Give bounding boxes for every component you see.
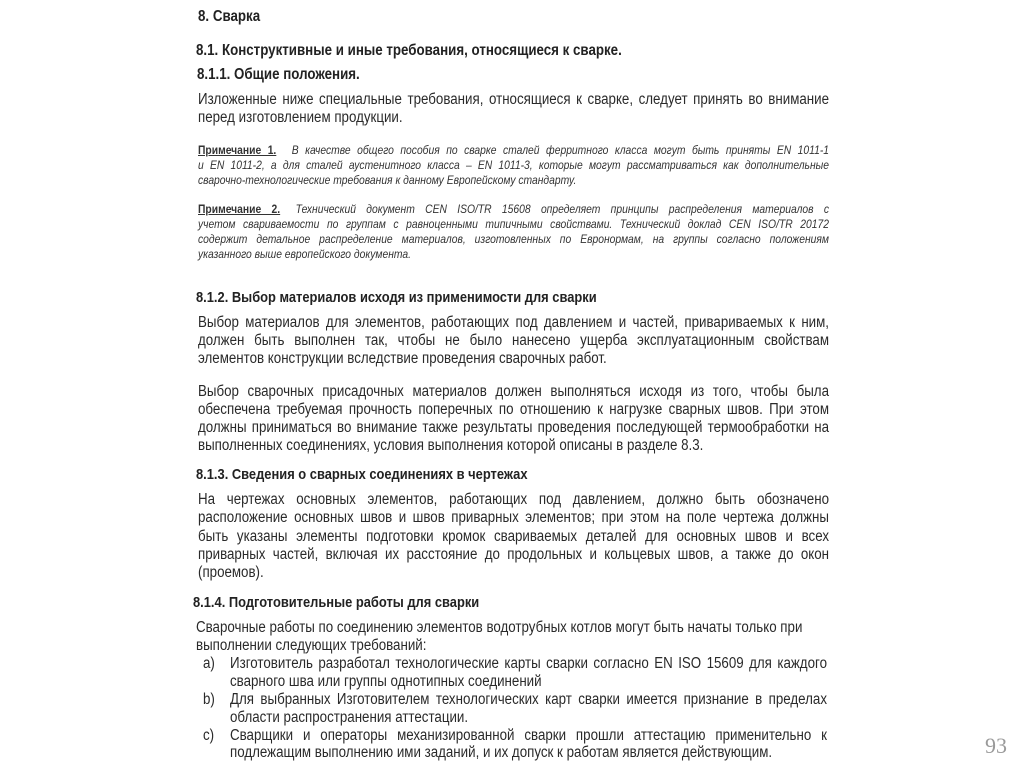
note-text: В качестве общего пособия по сварке сталей ферритного класса могут быть приняты EN 1011-1 — [291, 143, 829, 157]
list-item-line: сварного шва или группы однотипных соединений — [230, 673, 542, 690]
paragraph-line: выполненных соединениях, условия выполнения которой описаны в разделе 8.3. — [198, 437, 704, 454]
section-heading: 8.1.4. Подготовительные работы для сварки — [193, 594, 480, 611]
list-marker: a) — [203, 655, 215, 672]
paragraph-line: приварных частей, включая их расстояние до продольных и кольцевых швов, а также до окон — [198, 546, 829, 563]
note-line: учетом свариваемости по группам с равноценными типичными свойствами. Технический доклад CEN ISO/TR 20172 — [198, 217, 829, 231]
paragraph-line: должны приниматься во внимание также результаты проведения последующей термообработки на — [198, 419, 829, 436]
note-line — [198, 202, 829, 217]
paragraph-line: расположение основных швов и швов приварных элементов; при этом на поле чертежа должны — [198, 509, 829, 526]
paragraph-line: обеспечена требуемая прочность поперечных по отношению к нагрузке сварных швов. При этом — [198, 401, 829, 418]
note-line: и EN 1011-2, а для сталей аустенитного класса – EN 1011-3, которые могут рассматриваться как дополнительные — [198, 158, 829, 172]
list-item-line: подлежащим выполнению ими заданий, и их допуск к работам является действующим. — [230, 744, 773, 761]
paragraph-line: элементов конструкции вследствие проведения сварочных работ. — [198, 350, 607, 367]
paragraph-line: Выбор сварочных присадочных материалов должен выполняться исходя из того, чтобы была — [198, 383, 829, 400]
list-marker: b) — [203, 691, 215, 708]
list-item-line: Для выбранных Изготовителем технологических карт сварки имеется признание в пределах — [230, 691, 827, 708]
list-item-line: области распространения аттестации. — [230, 709, 469, 726]
paragraph-line: выполнении следующих требований: — [196, 637, 427, 654]
note-text: Технический документ CEN ISO/TR 15608 определяет принципы распределения материалов с — [295, 202, 829, 216]
page-number: 93 — [985, 733, 1007, 758]
paragraph-line: Сварочные работы по соединению элементов водотрубных котлов могут быть начаты только при — [196, 619, 803, 636]
paragraph-line: Выбор материалов для элементов, работающих под давлением и частей, привариваемых к ним, — [198, 314, 829, 331]
list-item-line: Изготовитель разработал технологические карты сварки согласно EN ISO 15609 для каждого — [230, 655, 827, 672]
note-line: содержит детальное распределение материалов, изготовленных по Евронормам, на группы согласно положениям — [198, 232, 829, 246]
section-heading: 8.1. Конструктивные и иные требования, относящиеся к сварке. — [196, 42, 622, 59]
section-heading: 8.1.1. Общие положения. — [197, 66, 360, 83]
paragraph-line: перед изготовлением продукции. — [198, 109, 403, 126]
section-heading: 8. Сварка — [198, 8, 261, 25]
paragraph-line: (проемов). — [198, 564, 264, 581]
paragraph-line: Изложенные ниже специальные требования, относящиеся к сварке, следует принять во внимание — [198, 91, 829, 108]
list-item-line: Сварщики и операторы механизированной сварки прошли аттестацию применительно к — [230, 727, 827, 744]
note-label: Примечание 2. — [198, 202, 281, 216]
note-line: сварочно-технологические требования к данному Европейскому стандарту. — [198, 173, 577, 187]
note-line: указанного выше европейского документа. — [198, 247, 411, 261]
paragraph-line: быть указаны элементы подготовки кромок свариваемых деталей для основных швов и всех — [198, 528, 829, 545]
paragraph-line: должен быть выполнен так, чтобы не было нанесено ущерба эксплуатационным свойствам — [198, 332, 829, 349]
note-label: Примечание 1. — [198, 143, 277, 157]
section-heading: 8.1.3. Сведения о сварных соединениях в чертежах — [196, 466, 528, 483]
list-marker: c) — [203, 727, 215, 744]
note-line — [198, 143, 829, 158]
section-heading: 8.1.2. Выбор материалов исходя из применимости для сварки — [196, 289, 597, 306]
paragraph-line: На чертежах основных элементов, работающих под давлением, должно быть обозначено — [198, 491, 829, 508]
